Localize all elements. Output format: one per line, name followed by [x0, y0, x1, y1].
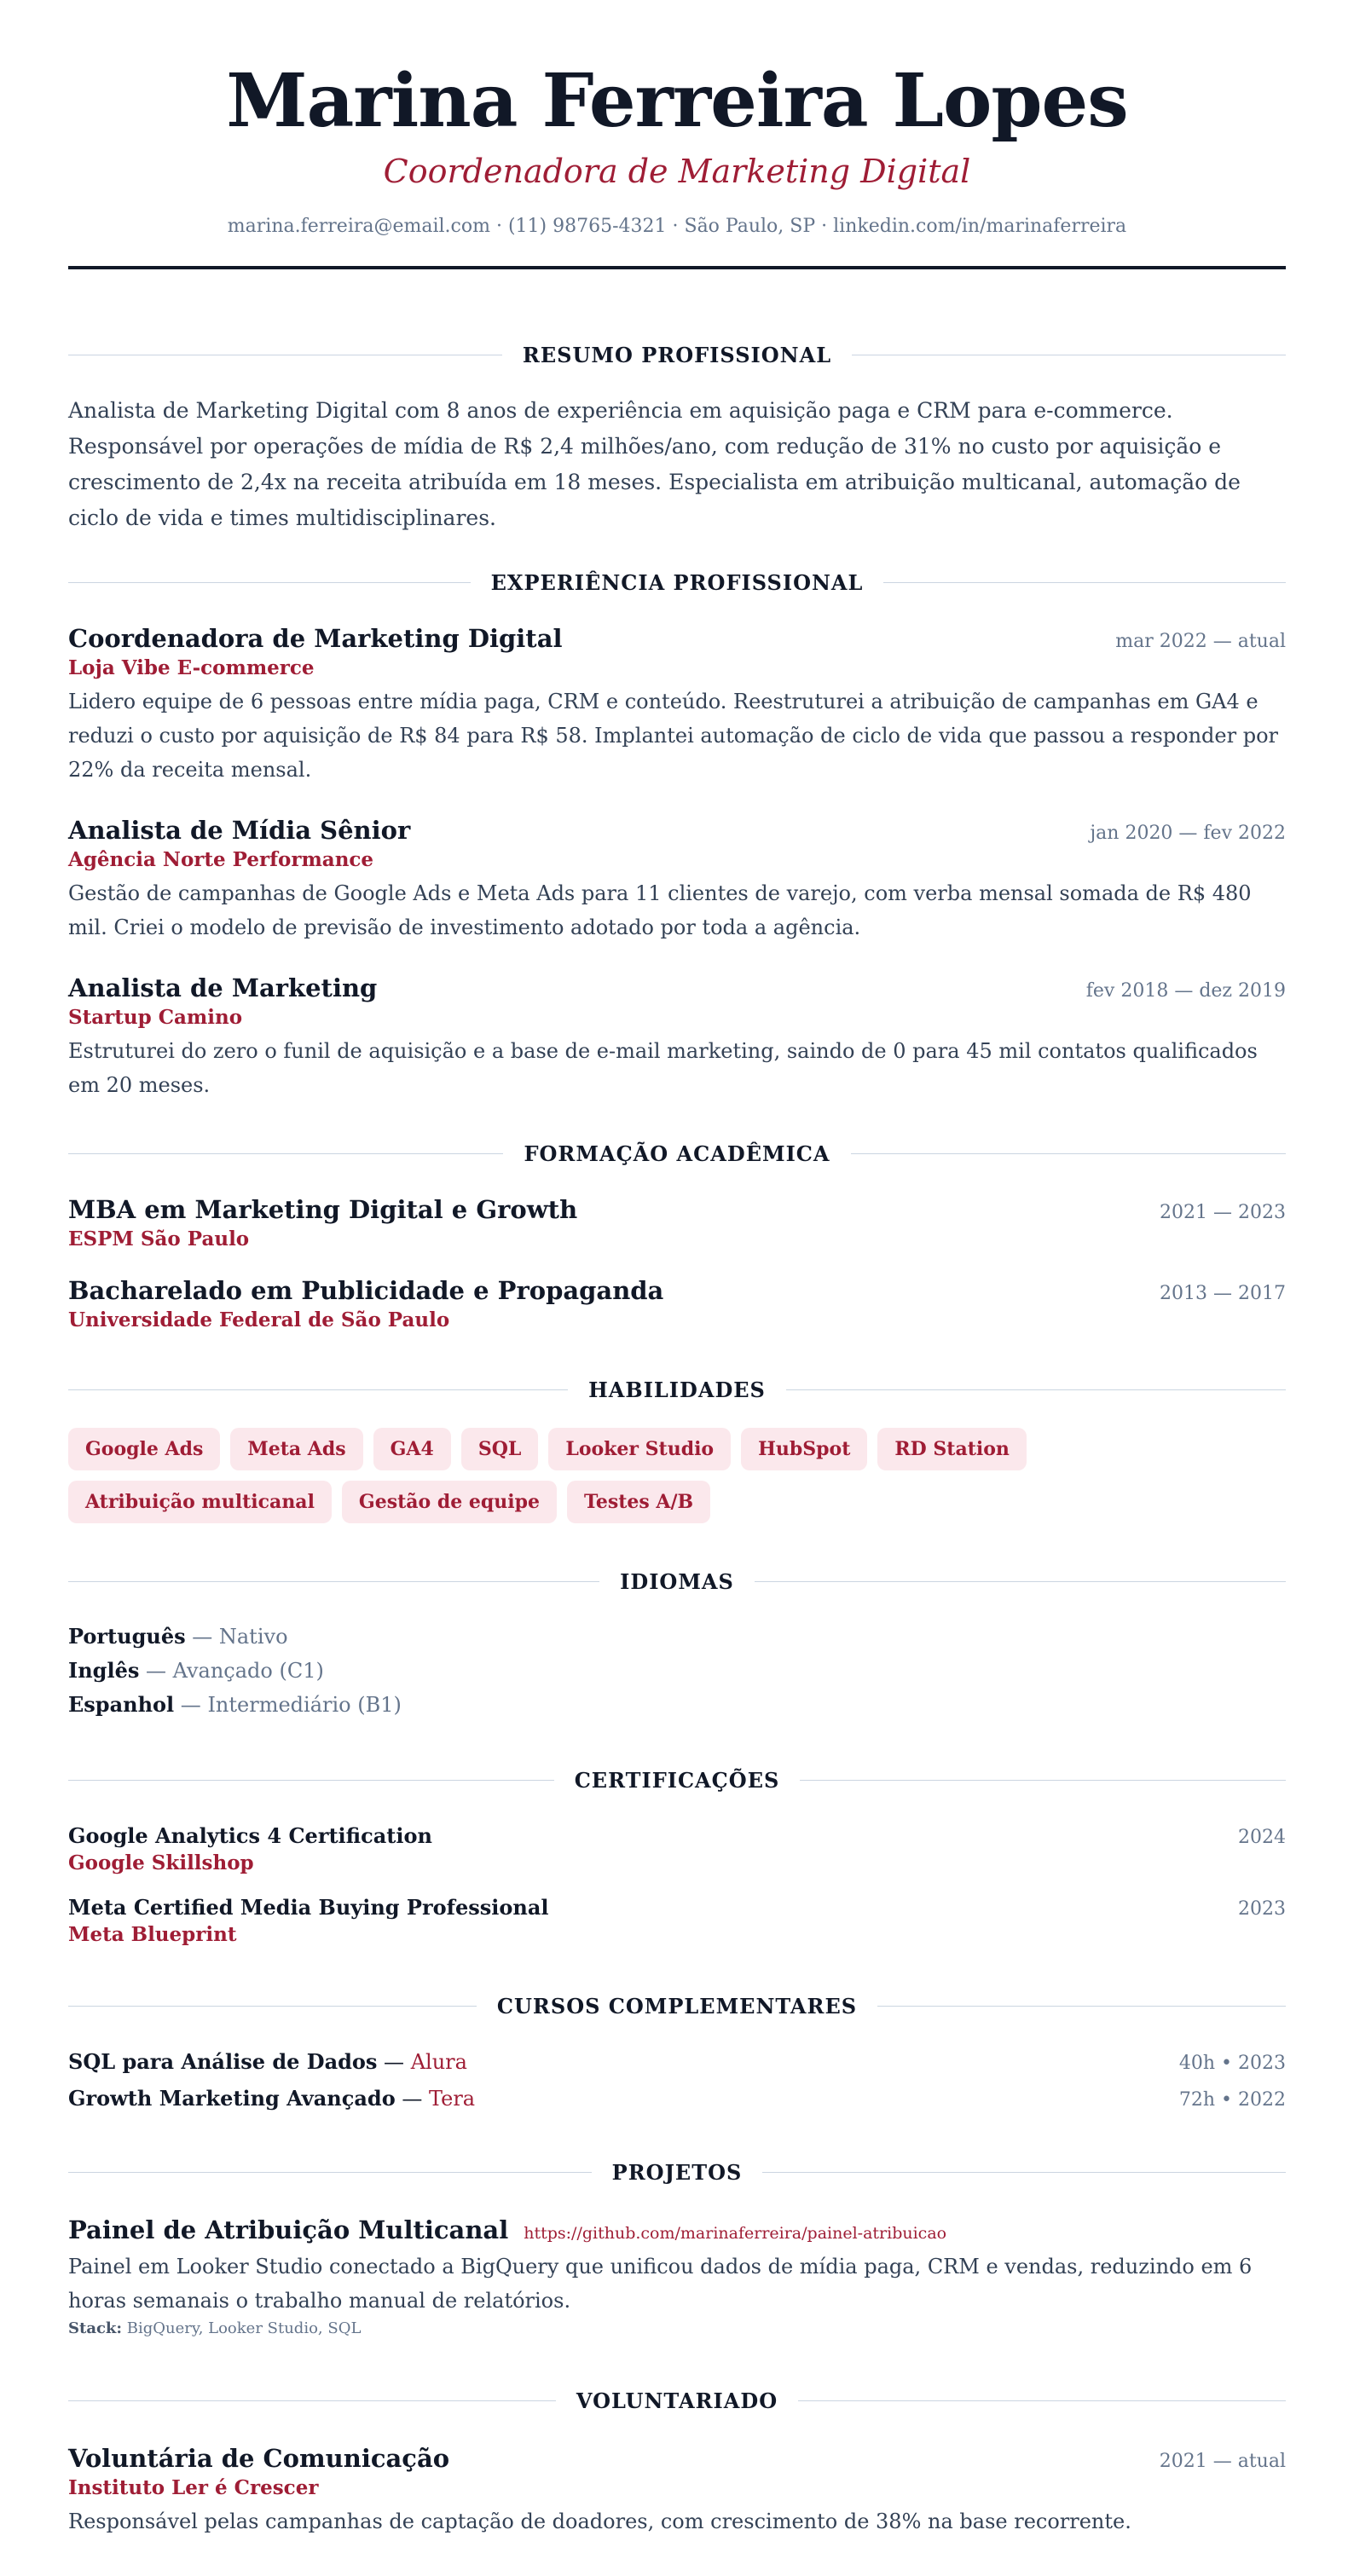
job-date: jan 2020 — fev 2022 [1090, 822, 1286, 844]
course-institution: Tera [428, 2086, 476, 2111]
experience-entry [68, 816, 1286, 944]
course-entry [68, 2086, 1286, 2111]
divider-line [798, 2400, 1286, 2401]
project-entry [68, 2215, 1286, 2337]
job-company: Startup Camino [68, 1005, 243, 1029]
degree-title: Bacharelado em Publicidade e Propaganda [68, 1275, 664, 1305]
divider-line [786, 1389, 1286, 1390]
language-name: Espanhol [68, 1691, 175, 1717]
section-label: HABILIDADES [588, 1377, 766, 1402]
language-item [68, 1688, 1286, 1722]
course-institution: Alura [410, 2049, 467, 2074]
section-label: PROJETOS [611, 2159, 743, 2185]
skill-chip: HubSpot [741, 1428, 867, 1470]
stack-label: Stack: [68, 2319, 123, 2337]
certification-entry [68, 1823, 1286, 1874]
education-entry [68, 1195, 1286, 1250]
divider-line [755, 1581, 1286, 1582]
section-title-experience [68, 570, 1286, 595]
job-date: fev 2018 — dez 2019 [1085, 979, 1286, 1002]
resume-header [68, 0, 1286, 269]
section-label: CURSOS COMPLEMENTARES [496, 1993, 858, 2019]
candidate-name: Marina Ferreira Lopes [226, 58, 1128, 144]
volunteer-description: Responsável pelas campanhas de captação de doadores, com crescimento de 38% na base recorrente. [68, 2509, 1131, 2533]
course-meta: 40h • 2023 [1178, 2052, 1286, 2074]
section-title-summary [68, 343, 1286, 367]
separator: — [185, 1624, 219, 1649]
skill-chip: Meta Ads [230, 1428, 362, 1470]
language-name: Português [68, 1623, 186, 1649]
separator: — [139, 1658, 173, 1683]
divider-line [762, 2172, 1286, 2173]
education-entry [68, 1276, 1286, 1331]
language-name: Inglês [68, 1657, 140, 1683]
certification-year: 2024 [1238, 1826, 1286, 1848]
experience-entry [68, 624, 1286, 787]
job-title: Coordenadora de Marketing Digital [68, 623, 563, 653]
experience-entry [68, 973, 1286, 1102]
language-level: Intermediário (B1) [207, 1692, 402, 1717]
volunteer-title: Voluntária de Comunicação [68, 2443, 450, 2473]
degree-title: MBA em Marketing Digital e Growth [68, 1194, 578, 1224]
divider-line [877, 2006, 1286, 2007]
section-title-skills [68, 1378, 1286, 1402]
volunteer-entry [68, 2444, 1286, 2538]
section-label: VOLUNTARIADO [576, 2388, 778, 2413]
divider-line [68, 2006, 477, 2007]
separator: — [174, 1692, 208, 1717]
skill-chip: Gestão de equipe [342, 1481, 557, 1523]
certification-year: 2023 [1238, 1897, 1286, 1920]
divider-line [68, 2172, 592, 2173]
certification-issuer: Google Skillshop [68, 1851, 254, 1874]
section-title-certifications [68, 1768, 1286, 1793]
project-title: Painel de Atribuição Multicanal [68, 2215, 509, 2244]
language-item [68, 1620, 1286, 1654]
volunteer-date: 2021 — atual [1159, 2450, 1286, 2472]
job-date: mar 2022 — atual [1115, 630, 1286, 652]
job-description: Estruturei do zero o funil de aquisição e a base de e-mail marketing, saindo de 0 para 45 mil contatos qualificados em 20 meses. [68, 1038, 1258, 1097]
divider-line [68, 1389, 568, 1390]
stack-value: BigQuery, Looker Studio, SQL [126, 2319, 362, 2337]
job-title: Analista de Mídia Sênior [68, 815, 411, 845]
skill-chip: GA4 [373, 1428, 451, 1470]
divider-line [883, 582, 1286, 583]
skill-chip: Looker Studio [548, 1428, 731, 1470]
contact-line: marina.ferreira@email.com · (11) 98765-4321 · São Paulo, SP · linkedin.com/in/marinaferreira [227, 215, 1127, 237]
job-title: Analista de Marketing [68, 973, 378, 1002]
divider-line [800, 1780, 1286, 1781]
divider-line [68, 582, 471, 583]
degree-institution: Universidade Federal de São Paulo [68, 1308, 450, 1331]
divider-line [68, 1581, 599, 1582]
job-description: Gestão de campanhas de Google Ads e Meta Ads para 11 clientes de varejo, com verba mensal somada de R$ 480 mil. Criei o modelo de previsão de investimento adotado por toda a agência. [68, 881, 1252, 939]
course-name: SQL para Análise de Dados [68, 2048, 378, 2074]
skill-chip: Testes A/B [567, 1481, 710, 1523]
degree-institution: ESPM São Paulo [68, 1227, 250, 1250]
project-description: Painel em Looker Studio conectado a BigQuery que unificou dados de mídia paga, CRM e vendas, reduzindo em 6 horas semanais o trabalho manual de relatórios. [68, 2254, 1253, 2313]
divider-line [68, 1153, 503, 1154]
degree-date: 2013 — 2017 [1160, 1282, 1286, 1304]
section-title-volunteer [68, 2388, 1286, 2413]
certification-title: Google Analytics 4 Certification [68, 1822, 432, 1848]
skill-chip: Google Ads [68, 1428, 220, 1470]
section-title-projects [68, 2160, 1286, 2185]
section-label: RESUMO PROFISSIONAL [522, 342, 832, 367]
divider-line [68, 1780, 554, 1781]
skill-chip: RD Station [877, 1428, 1027, 1470]
section-label: FORMAÇÃO ACADÊMICA [524, 1141, 830, 1166]
course-name: Growth Marketing Avançado [68, 2085, 396, 2111]
section-title-courses [68, 1994, 1286, 2019]
degree-date: 2021 — 2023 [1160, 1201, 1286, 1223]
section-title-languages [68, 1569, 1286, 1594]
section-label: EXPERIÊNCIA PROFISSIONAL [490, 569, 864, 595]
header-divider [68, 266, 1286, 269]
divider-line [68, 2400, 556, 2401]
language-item [68, 1654, 1286, 1688]
candidate-role: Coordenadora de Marketing Digital [383, 152, 971, 190]
certification-title: Meta Certified Media Buying Professional [68, 1894, 549, 1920]
separator: — [377, 2049, 411, 2074]
section-title-education [68, 1141, 1286, 1166]
certification-issuer: Meta Blueprint [68, 1922, 237, 1946]
language-level: Avançado (C1) [172, 1658, 324, 1683]
languages-list [68, 1620, 1286, 1722]
course-entry [68, 2049, 1286, 2074]
skill-chip: Atribuição multicanal [68, 1481, 332, 1523]
course-meta: 72h • 2022 [1178, 2088, 1286, 2111]
language-level: Nativo [218, 1624, 288, 1649]
project-stack [68, 2319, 1286, 2337]
section-label: CERTIFICAÇÕES [574, 1767, 780, 1793]
volunteer-organization: Instituto Ler é Crescer [68, 2475, 319, 2499]
divider-line [851, 1153, 1286, 1154]
certification-entry [68, 1895, 1286, 1946]
job-company: Loja Vibe E-commerce [68, 656, 315, 679]
section-label: IDIOMAS [620, 1568, 734, 1594]
separator: — [395, 2086, 429, 2111]
job-description: Lidero equipe de 6 pessoas entre mídia paga, CRM e conteúdo. Reestruturei a atribuição de campanhas em GA4 e reduzi o custo por aquisição de R$ 84 para R$ 58. Implantei automação de ciclo de vida que passou a responder por 22% da receita mensal. [68, 689, 1279, 782]
project-link[interactable]: https://github.com/marinaferreira/painel-atribuicao [524, 2223, 947, 2243]
skill-chip: SQL [461, 1428, 539, 1470]
summary-text: Analista de Marketing Digital com 8 anos de experiência em aquisição paga e CRM para e-commerce. Responsável por operações de mídia de R$ 2,4 milhões/ano, com redução de 31% no custo por aquisição e crescimento de 2,4x na receita atribuída em 18 meses. Especialista em atribuição multicanal, automação de ciclo de vida e times multidisciplinares. [68, 397, 1241, 530]
skills-list [68, 1428, 1286, 1523]
job-company: Agência Norte Performance [68, 847, 374, 871]
